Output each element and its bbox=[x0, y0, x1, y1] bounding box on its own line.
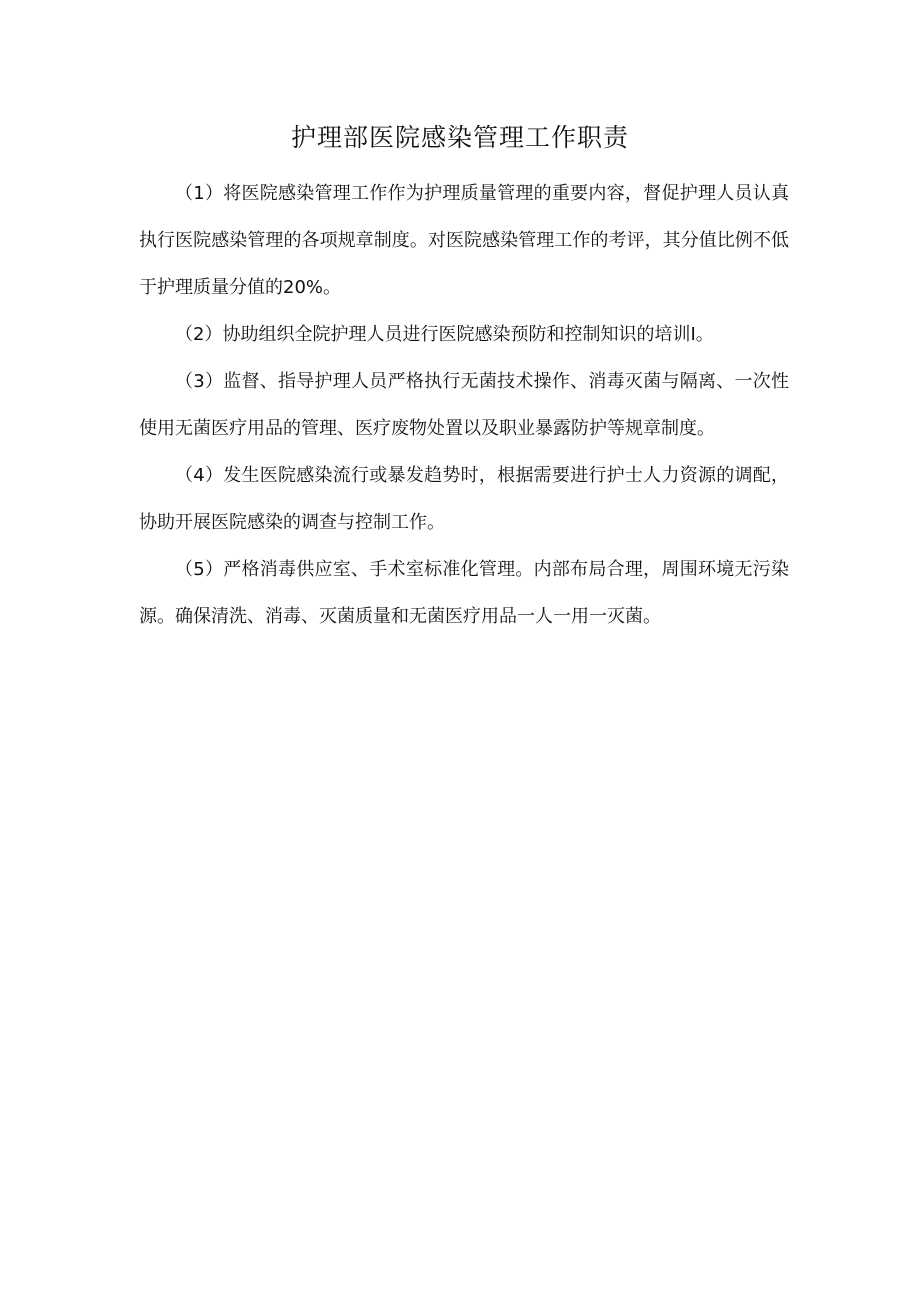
paragraph-5: （5）严格消毒供应室、手术室标准化管理。内部布局合理，周围环境无污染源。确保清洗、消毒、灭菌质量和无菌医疗用品一人一用一灭菌。 bbox=[139, 559, 789, 627]
document-title: 护理部医院感染管理工作职责 bbox=[290, 123, 629, 152]
document-body bbox=[139, 170, 789, 640]
paragraph-3: （3）监督、指导护理人员严格执行无菌技术操作、消毒灭菌与隔离、一次性使用无菌医疗用品的管理、医疗废物处置以及职业暴露防护等规章制度。 bbox=[139, 371, 789, 439]
paragraph-1: （1）将医院感染管理工作作为护理质量管理的重要内容，督促护理人员认真执行医院感染管理的各项规章制度。对医院感染管理工作的考评，其分值比例不低于护理质量分值的20%。 bbox=[139, 183, 789, 298]
paragraph-4: （4）发生医院感染流行或暴发趋势时，根据需要进行护士人力资源的调配，协助开展医院感染的调查与控制工作。 bbox=[139, 465, 789, 533]
paragraph-2: （2）协助组织全院护理人员进行医院感染预防和控制知识的培训I。 bbox=[175, 324, 714, 345]
